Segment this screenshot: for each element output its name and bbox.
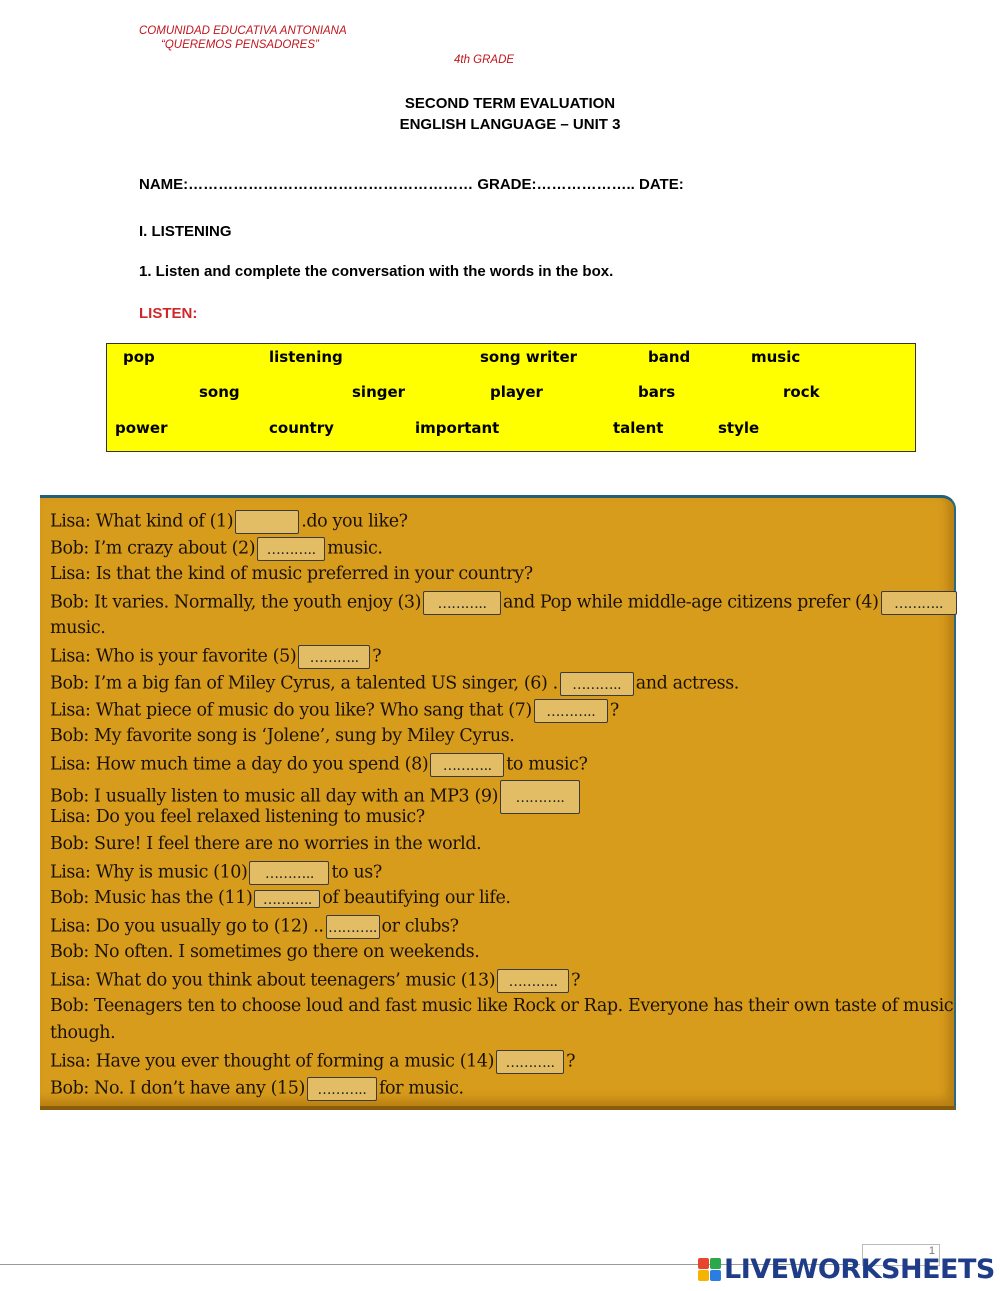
answer-blank-5[interactable]: ……….. [298, 645, 370, 669]
page-number: 1 [862, 1244, 940, 1266]
answer-blank-14[interactable]: ……….. [496, 1050, 564, 1074]
school-name: COMUNIDAD EDUCATIVA ANTONIANA [139, 25, 347, 37]
answer-blank-9[interactable]: ……….. [500, 780, 580, 814]
dialogue-line: Lisa: Why is music (10) ……….. to us? [50, 861, 382, 885]
answer-blank-13[interactable]: ……….. [497, 969, 569, 993]
dialogue-panel [40, 495, 956, 1110]
dialogue-line: Bob: I’m a big fan of Miley Cyrus, a talented US singer, (6) . ……….. and actress. [50, 672, 739, 696]
word-bank-item: listening [269, 348, 343, 366]
answer-blank-2[interactable]: ……….. [257, 537, 325, 561]
word-bank-item: important [415, 419, 500, 437]
answer-blank-6[interactable]: ……….. [560, 672, 634, 696]
instruction-text: 1. Listen and complete the conversation with the words in the box. [139, 263, 614, 280]
school-motto: “QUEREMOS PENSADORES” [161, 39, 319, 51]
dialogue-line: Bob: Teenagers ten to choose loud and fast music like Rock or Rap. Everyone has their own taste of music [50, 996, 954, 1016]
dialogue-line: Bob: Music has the (11) ……….. of beautifying our life. [50, 888, 511, 908]
dialogue-line: Lisa: Who is your favorite (5) ……….. ? [50, 645, 381, 669]
dialogue-line: Lisa: Do you feel relaxed listening to music? [50, 807, 425, 827]
word-bank-item: singer [352, 383, 406, 401]
logo-grid-icon [698, 1258, 721, 1281]
dialogue-line: Lisa: Is that the kind of music preferred in your country? [50, 564, 533, 584]
word-bank-item: country [269, 419, 334, 437]
word-bank-item: pop [123, 348, 155, 366]
grade-label: 4th GRADE [454, 54, 515, 66]
dialogue-line: Bob: My favorite song is ‘Jolene’, sung by Miley Cyrus. [50, 726, 515, 746]
dialogue-line: Lisa: What do you think about teenagers’ music (13) ……….. ? [50, 969, 580, 993]
dialogue-line: Bob: I’m crazy about (2) ……….. music. [50, 537, 383, 561]
student-info-line: NAME:………………………………………………… GRADE:……………….. DATE: [139, 176, 684, 193]
word-bank-item: player [490, 383, 543, 401]
dialogue-line: Bob: It varies. Normally, the youth enjoy (3) ……….. and Pop while middle-age citizens prefer (4) ……….. [50, 591, 959, 615]
answer-blank-1[interactable] [235, 510, 299, 534]
word-bank-item: song writer [480, 348, 578, 366]
answer-blank-3[interactable]: ……….. [423, 591, 501, 615]
dialogue-line: music. [50, 618, 106, 638]
page-subtitle: ENGLISH LANGUAGE – UNIT 3 [399, 116, 621, 133]
word-bank-item: power [115, 419, 168, 437]
word-bank-box [106, 343, 916, 452]
page-title: SECOND TERM EVALUATION [404, 95, 616, 112]
answer-blank-7[interactable]: ……….. [534, 699, 608, 723]
dialogue-line: Lisa: Do you usually go to (12) .. ……….. or clubs? [50, 915, 459, 939]
section-heading: I. LISTENING [139, 223, 232, 240]
answer-blank-15[interactable]: ……….. [307, 1077, 377, 1101]
dialogue-line: Bob: Sure! I feel there are no worries in the world. [50, 834, 482, 854]
word-bank-item: rock [783, 383, 820, 401]
word-bank-item: music [751, 348, 801, 366]
liveworksheets-logo[interactable] [698, 1254, 995, 1285]
word-bank-item: song [199, 383, 240, 401]
answer-blank-12[interactable]: ……….. [326, 915, 380, 939]
answer-blank-11[interactable]: ……….. [254, 890, 320, 908]
answer-blank-10[interactable]: ……….. [249, 861, 329, 885]
word-bank-item: band [648, 348, 691, 366]
dialogue-line: Lisa: What kind of (1) .do you like? [50, 510, 408, 534]
school-header [139, 24, 347, 52]
dialogue-line: Bob: No. I don’t have any (15) ……….. for music. [50, 1077, 464, 1101]
word-bank-item: bars [638, 383, 676, 401]
dialogue-line: Bob: No often. I sometimes go there on weekends. [50, 942, 480, 962]
dialogue-line: Lisa: What piece of music do you like? Who sang that (7) ……….. ? [50, 699, 619, 723]
dialogue-line: Lisa: Have you ever thought of forming a music (14) ……….. ? [50, 1050, 575, 1074]
word-bank-item: style [718, 419, 760, 437]
answer-blank-8[interactable]: ……….. [430, 753, 504, 777]
word-bank-item: talent [613, 419, 664, 437]
dialogue-line: Lisa: How much time a day do you spend (8) ……….. to music? [50, 753, 587, 777]
answer-blank-4[interactable]: ……….. [881, 591, 957, 615]
dialogue-line: Bob: I usually listen to music all day with an MP3 (9) ……….. [50, 780, 582, 814]
dialogue-line: though. [50, 1023, 116, 1043]
logo-text: LIVEWORKSHEETS [724, 1254, 995, 1285]
listen-audio-button[interactable]: LISTEN: [139, 305, 198, 322]
